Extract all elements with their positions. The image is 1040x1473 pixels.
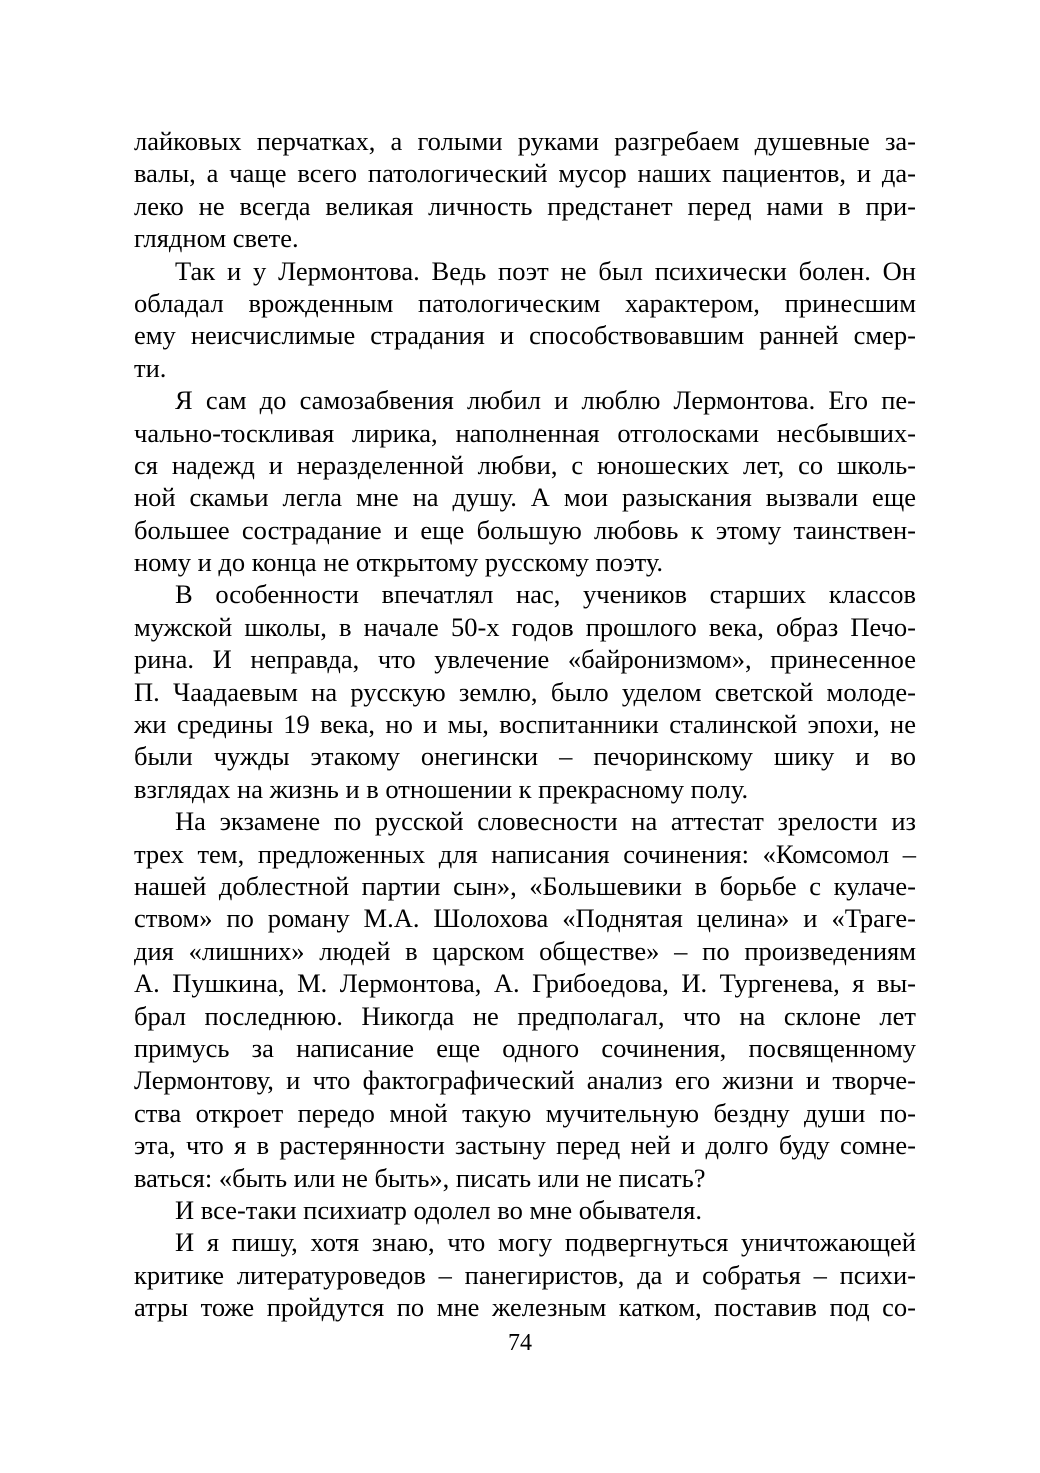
text-line: И все-таки психиатр одолел во мне обывателя. (175, 1194, 702, 1225)
text-line: примусь за написание еще одного сочинения, посвященному (134, 1032, 916, 1063)
text-line: рина. И неправда, что увлечение «байронизмом», принесенное (134, 644, 916, 675)
body-text (134, 125, 916, 1323)
text-line: ему неисчислимые страдания и способствовавшим ранней смер- (134, 320, 916, 351)
text-line: А. Пушкина, М. Лермонтова, А. Грибоедова, И. Тургенева, я вы- (134, 968, 916, 999)
text-line: трех тем, предложенных для написания сочинения: «Комсомол – (134, 838, 916, 869)
text-line: В особенности впечатлял нас, учеников старших классов (175, 579, 916, 610)
text-line: были чужды этакому онегински – печоринскому шику и во (134, 741, 916, 772)
text-line: П. Чаадаевым на русскую землю, было уделом светской молоде- (134, 676, 916, 707)
text-line: И я пишу, хотя знаю, что могу подвергнуться уничтожающей (175, 1227, 916, 1258)
text-line: взглядах на жизнь и в отношении к прекрасному полу. (134, 773, 749, 804)
text-line: валы, а чаще всего патологический мусор наших пациентов, и да- (134, 158, 916, 189)
text-line: ному и до конца не открытому русскому поэту. (134, 547, 664, 578)
text-line: жи средины 19 века, но и мы, воспитанники сталинской эпохи, не (134, 709, 916, 740)
text-line: дия «лишних» людей в царском обществе» – по произведениям (134, 935, 916, 966)
text-line: нашей доблестной партии сын», «Большевики в борьбе с кулаче- (134, 870, 916, 901)
text-line: ваться: «быть или не быть», писать или не писать? (134, 1162, 706, 1193)
text-line: обладал врожденным патологическим характером, принесшим (134, 287, 916, 318)
text-line: Я сам до самозабвения любил и люблю Лермонтова. Его пе- (175, 385, 916, 416)
text-line: На экзамене по русской словесности на аттестат зрелости из (175, 806, 916, 837)
text-line: мужской школы, в начале 50-х годов прошлого века, образ Печо- (134, 611, 916, 642)
text-line: лайковых перчатках, а голыми руками разгребаем душевные за- (134, 126, 916, 156)
text-line: чально-тоскливая лирика, наполненная отголосками несбывших- (134, 417, 916, 448)
text-line: ством» по роману М.А. Шолохова «Поднятая целина» и «Траге- (134, 903, 916, 934)
text-line: леко не всегда великая личность предстанет перед нами в при- (134, 190, 916, 221)
text-line: Так и у Лермонтова. Ведь поэт не был психически болен. Он (175, 255, 916, 286)
text-line: глядном свете. (134, 223, 299, 254)
page-number: 74 (508, 1330, 532, 1356)
text-line: критике литературоведов – панегиристов, да и собратья – психи- (134, 1259, 916, 1290)
text-line: ства откроет передо мной такую мучительную бездну души по- (134, 1097, 916, 1128)
text-line: большее сострадание и еще большую любовь к этому таинствен- (134, 514, 916, 545)
text-line: ти. (134, 352, 167, 383)
text-line: ной скамьи легла мне на душу. А мои разыскания вызвали еще (134, 482, 916, 513)
text-line: Лермонтову, и что фактографический анализ его жизни и творче- (134, 1065, 916, 1096)
text-line: эта, что я в растерянности застыну перед ней и долго буду сомне- (134, 1130, 916, 1161)
text-line: атры тоже пройдутся по мне железным катком, поставив под со- (134, 1292, 916, 1323)
text-line: ся надежд и неразделенной любви, с юношеских лет, со школь- (134, 449, 916, 480)
text-line: брал последнюю. Никогда не предполагал, что на склоне лет (134, 1000, 916, 1031)
